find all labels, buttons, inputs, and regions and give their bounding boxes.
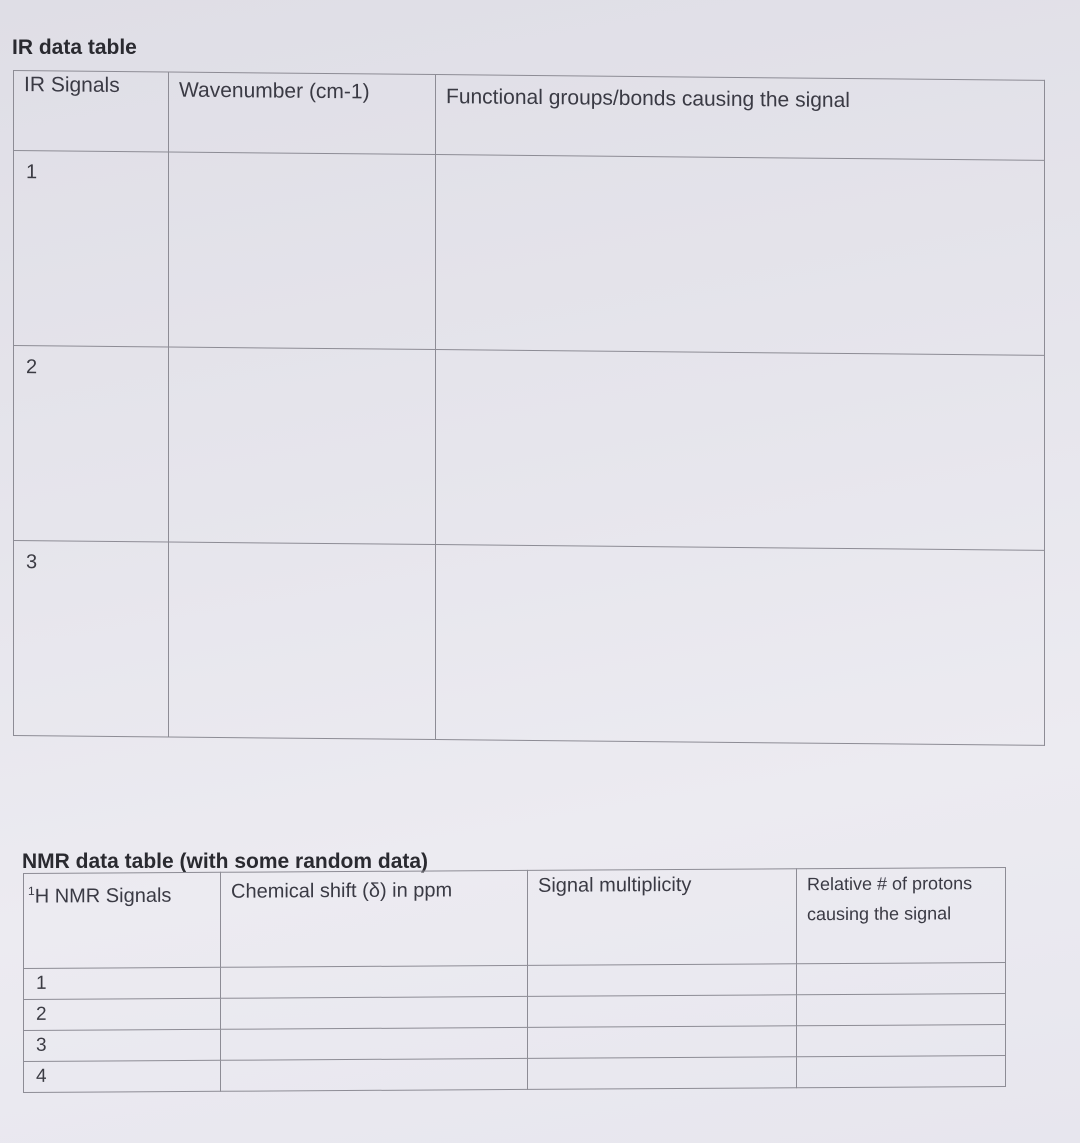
nmr-multiplicity-cell[interactable]: [528, 1057, 797, 1090]
nmr-multiplicity-cell[interactable]: [528, 1026, 797, 1059]
nmr-shift-cell[interactable]: [221, 1027, 528, 1060]
nmr-shift-cell[interactable]: [221, 965, 528, 998]
nmr-relative-protons-cell[interactable]: [797, 993, 1006, 1025]
nmr-table-title: NMR data table (with some random data): [22, 850, 429, 873]
ir-header-functional-groups: Functional groups/bonds causing the signal: [436, 75, 1045, 161]
superscript-one: 1: [28, 883, 35, 898]
nmr-signal-number-cell: 1: [24, 967, 221, 999]
ir-functional-group-cell[interactable]: [436, 155, 1045, 356]
ir-functional-group-cell[interactable]: [436, 545, 1045, 746]
nmr-multiplicity-cell[interactable]: [528, 964, 797, 997]
ir-wavenumber-cell[interactable]: [169, 542, 436, 740]
nmr-header-relative-protons: Relative # of protons causing the signal: [797, 867, 1006, 963]
ir-row: [14, 541, 1045, 746]
ir-functional-group-cell[interactable]: [436, 350, 1045, 551]
nmr-multiplicity-cell[interactable]: [528, 995, 797, 1028]
nmr-relative-protons-cell[interactable]: [797, 962, 1006, 994]
nmr-header-row: [24, 867, 1006, 968]
nmr-header-chemical-shift: Chemical shift (δ) in ppm: [221, 870, 528, 967]
ir-signal-number-cell: 3: [14, 541, 169, 737]
nmr-header-multiplicity: Signal multiplicity: [528, 869, 797, 966]
ir-header-wavenumber: Wavenumber (cm-1): [169, 72, 436, 155]
ir-header-signals: IR Signals: [14, 71, 169, 152]
ir-signal-number-cell: 1: [14, 151, 169, 347]
nmr-header-signals-label: H NMR Signals: [34, 884, 172, 908]
ir-wavenumber-cell[interactable]: [169, 152, 436, 350]
ir-data-table: [13, 70, 1045, 746]
nmr-header-signals: [24, 872, 221, 968]
nmr-shift-cell[interactable]: [221, 1058, 528, 1091]
ir-header-row: [14, 71, 1045, 161]
nmr-row: [24, 1055, 1006, 1092]
nmr-signal-number-cell: 2: [24, 998, 221, 1030]
nmr-relative-protons-cell[interactable]: [797, 1024, 1006, 1056]
nmr-shift-cell[interactable]: [221, 996, 528, 1029]
nmr-relative-protons-cell[interactable]: [797, 1055, 1006, 1087]
nmr-data-table: [23, 867, 1006, 1093]
ir-row: [14, 346, 1045, 551]
ir-signal-number-cell: 2: [14, 346, 169, 542]
nmr-signal-number-cell: 3: [24, 1029, 221, 1061]
nmr-signal-number-cell: 4: [24, 1060, 221, 1092]
ir-row: [14, 151, 1045, 356]
ir-wavenumber-cell[interactable]: [169, 347, 436, 545]
ir-table-title: IR data table: [12, 36, 137, 59]
